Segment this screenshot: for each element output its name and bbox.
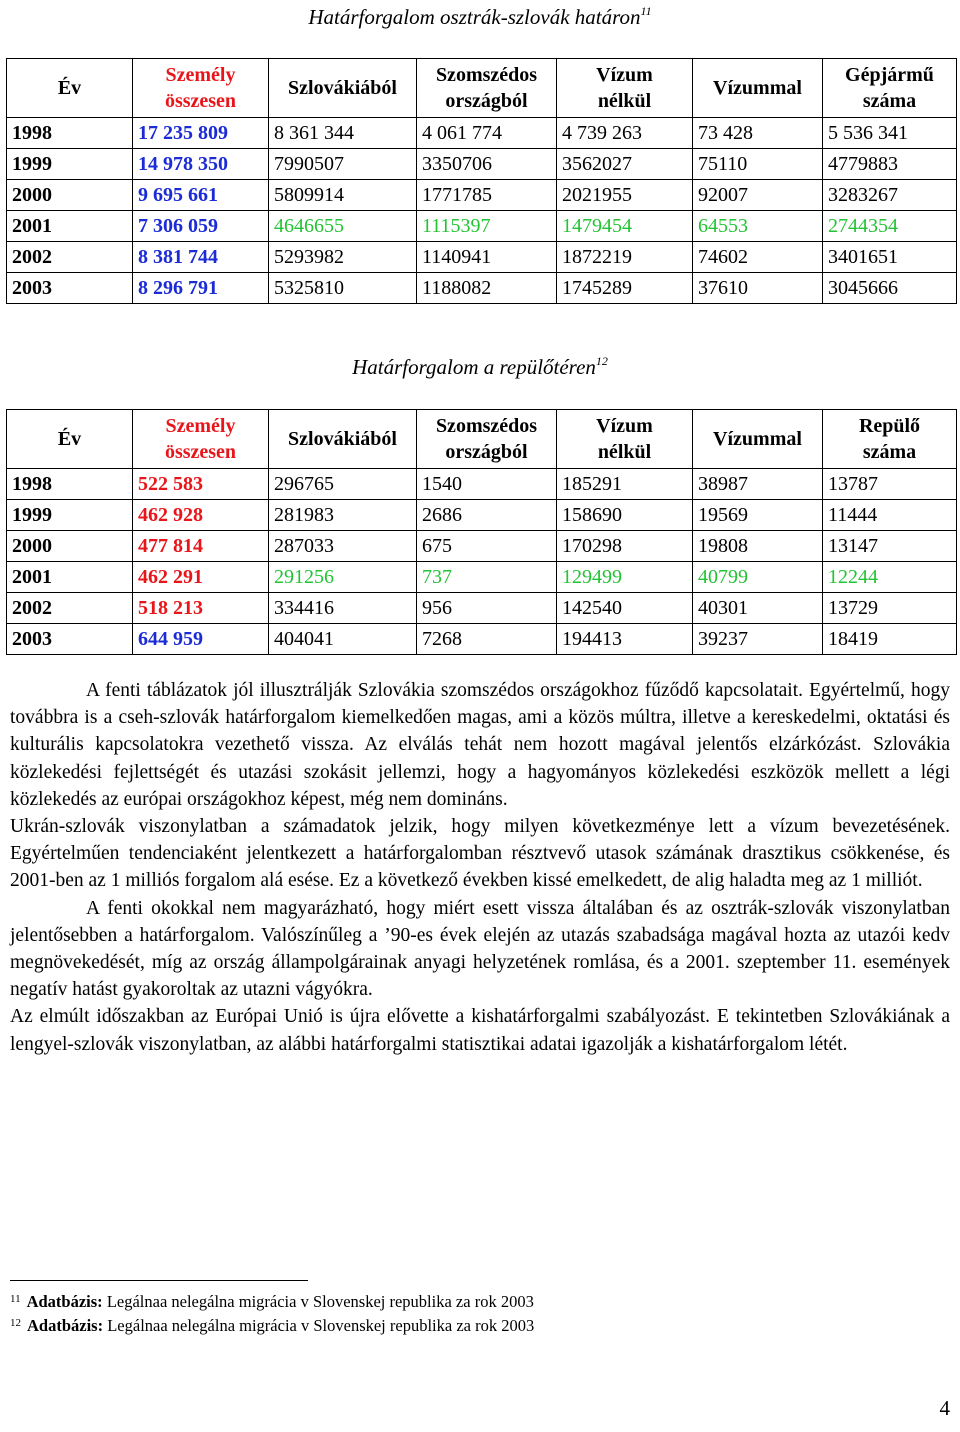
cell: 1479454: [557, 211, 693, 242]
cell-total: 644 959: [133, 624, 269, 655]
col-header-aircraft: Repülő száma: [823, 410, 957, 469]
cell: 12244: [823, 562, 957, 593]
cell: 1188082: [417, 273, 557, 304]
footnote: $^{12}$ Adatbázis: Legálnaa nelegálna migrácia v Slovenskej republika za rok 2003: [10, 1316, 535, 1335]
cell-year: 2002: [7, 593, 133, 624]
table-row: [7, 149, 957, 180]
cell: 13147: [823, 531, 957, 562]
col-header-visa-free: Vízum nélkül: [557, 59, 693, 118]
cell-total: 14 978 350: [133, 149, 269, 180]
cell: 281983: [269, 500, 417, 531]
cell: 287033: [269, 531, 417, 562]
table-row: [7, 562, 957, 593]
paragraph: A fenti táblázatok jól illusztrálják Szlovákia szomszédos országokhoz fűződő kapcsolatait. Egyértelmű, hogy továbbra is a cseh-szlovák határforgalom kiemelkedően magas, ami a közös múltra, illetve a kereskedelmi, oktatási és kulturális kapcsolatokra vezethető vissza. Az elválás tehát nem hozott magával jelentős elzárkózást. Szlovákia közlekedési fejlettségét és utazási szokásit jellemzi, hogy a hagyományos közlekedési eszközök mellett a légi közlekedés az európai országokhoz képest, még nem domináns.: [10, 680, 950, 810]
col-header-with-visa: Vízummal: [693, 410, 823, 469]
cell-year: 2001: [7, 562, 133, 593]
table-row: [7, 500, 957, 531]
body-text: [10, 677, 950, 1058]
page-number: 4: [939, 1396, 950, 1420]
table-header-row: [7, 410, 957, 469]
cell: 5293982: [269, 242, 417, 273]
cell: 4779883: [823, 149, 957, 180]
paragraph: Ukrán-szlovák viszonylatban a számadatok jelzik, hogy milyen következménye lett a vízum bevezetésének. Egyértelműen tendenciaként jelentkezett a határforgalomban résztvevő utasok számának drasztikus csökkenése, és 2001-ben az 1 milliós forgalom alá esése. Ez a következő években kissé emelkedett, de alig haladta meg az 1 milliót.: [10, 816, 950, 892]
cell: 2686: [417, 500, 557, 531]
cell: 3401651: [823, 242, 957, 273]
cell: 74602: [693, 242, 823, 273]
cell: 675: [417, 531, 557, 562]
cell: 3350706: [417, 149, 557, 180]
footnote-ref-12: 12: [595, 354, 608, 368]
cell: 92007: [693, 180, 823, 211]
cell-year: 2000: [7, 531, 133, 562]
cell: 291256: [269, 562, 417, 593]
table-row: [7, 211, 957, 242]
cell-total: 462 291: [133, 562, 269, 593]
border-traffic-table-at-sk: [6, 58, 957, 304]
cell: 170298: [557, 531, 693, 562]
cell: 194413: [557, 624, 693, 655]
col-header-from-slovakia: Szlovákiából: [269, 410, 417, 469]
cell: 296765: [269, 469, 417, 500]
cell: 11444: [823, 500, 957, 531]
cell: 2744354: [823, 211, 957, 242]
cell-year: 1999: [7, 500, 133, 531]
paragraph: Az elmúlt időszakban az Európai Unió is újra elővette a kishatárforgalmi szabályozást. E tekintetben Szlovákiának a lengyel-szlovák viszonylatban, az alábbi határforgalmi statisztikai adatai igazolják a kishatárforgalom létét.: [10, 1006, 950, 1055]
cell-year: 2003: [7, 624, 133, 655]
cell: 158690: [557, 500, 693, 531]
cell: 129499: [557, 562, 693, 593]
footnote-ref-11: 11: [640, 4, 652, 18]
cell: 73 428: [693, 118, 823, 149]
cell-total: 9 695 661: [133, 180, 269, 211]
cell: 1140941: [417, 242, 557, 273]
cell: 956: [417, 593, 557, 624]
cell: 40799: [693, 562, 823, 593]
col-header-with-visa: Vízummal: [693, 59, 823, 118]
cell: 334416: [269, 593, 417, 624]
cell: 5809914: [269, 180, 417, 211]
cell: 404041: [269, 624, 417, 655]
cell: 37610: [693, 273, 823, 304]
cell: 4 739 263: [557, 118, 693, 149]
table-row: [7, 624, 957, 655]
table2-title: Határforgalom a repülőtéren$^{12}$: [352, 354, 608, 379]
cell: 19569: [693, 500, 823, 531]
cell-year: 1998: [7, 469, 133, 500]
table-row: [7, 531, 957, 562]
cell: 19808: [693, 531, 823, 562]
cell: 5 536 341: [823, 118, 957, 149]
cell-total: 17 235 809: [133, 118, 269, 149]
cell: 1540: [417, 469, 557, 500]
cell-total: 8 381 744: [133, 242, 269, 273]
cell: 4646655: [269, 211, 417, 242]
cell: 13729: [823, 593, 957, 624]
border-traffic-table-airport: [6, 409, 957, 655]
cell: 40301: [693, 593, 823, 624]
table1-title: Határforgalom osztrák-szlovák határon$^{11}$: [308, 4, 652, 29]
cell-year: 2002: [7, 242, 133, 273]
cell: 737: [417, 562, 557, 593]
footnote: $^{11}$ Adatbázis: Legálnaa nelegálna migrácia v Slovenskej republika za rok 2003: [10, 1292, 534, 1311]
table-row: [7, 469, 957, 500]
cell-total: 7 306 059: [133, 211, 269, 242]
footnote-separator: [10, 1280, 308, 1281]
table-row: [7, 180, 957, 211]
cell: 3283267: [823, 180, 957, 211]
col-header-year: Év: [7, 410, 133, 469]
cell-year: 2000: [7, 180, 133, 211]
cell-total: 522 583: [133, 469, 269, 500]
footnotes: [10, 1290, 534, 1338]
col-header-total-persons: Személy összesen: [133, 59, 269, 118]
cell: 38987: [693, 469, 823, 500]
cell-year: 1999: [7, 149, 133, 180]
col-header-vehicles: Gépjármű száma: [823, 59, 957, 118]
paragraph: A fenti okokkal nem magyarázható, hogy miért esett vissza általában és az osztrák-szlovák viszonylatban jelentősebben a határforgalom. Valószínűleg a ’90-es évek elején az utazás szabadsága magával hozta az utazói kedv megnövekedését, míg az ország állampolgárainak anyagi helyzetének romlása, és a 2001. szeptember 11. események negatív hatást gyakoroltak az utazni vágyókra.: [10, 897, 950, 1001]
cell-total: 477 814: [133, 531, 269, 562]
cell: 1115397: [417, 211, 557, 242]
cell: 185291: [557, 469, 693, 500]
cell-total: 8 296 791: [133, 273, 269, 304]
cell: 8 361 344: [269, 118, 417, 149]
cell: 3045666: [823, 273, 957, 304]
table-row: [7, 242, 957, 273]
cell: 18419: [823, 624, 957, 655]
cell: 2021955: [557, 180, 693, 211]
cell: 1872219: [557, 242, 693, 273]
cell: 1771785: [417, 180, 557, 211]
col-header-neighbour-country: Szomszédos országból: [417, 59, 557, 118]
cell: 3562027: [557, 149, 693, 180]
cell: 5325810: [269, 273, 417, 304]
cell: 7268: [417, 624, 557, 655]
table-row: [7, 118, 957, 149]
col-header-total-persons: Személy összesen: [133, 410, 269, 469]
cell: 13787: [823, 469, 957, 500]
cell: 4 061 774: [417, 118, 557, 149]
cell-year: 2001: [7, 211, 133, 242]
cell-year: 1998: [7, 118, 133, 149]
col-header-year: Év: [7, 59, 133, 118]
cell-year: 2003: [7, 273, 133, 304]
col-header-from-slovakia: Szlovákiából: [269, 59, 417, 118]
cell: 64553: [693, 211, 823, 242]
col-header-visa-free: Vízum nélkül: [557, 410, 693, 469]
table-header-row: [7, 59, 957, 118]
cell: 1745289: [557, 273, 693, 304]
table-row: [7, 273, 957, 304]
cell: 39237: [693, 624, 823, 655]
cell: 142540: [557, 593, 693, 624]
table-row: [7, 593, 957, 624]
cell: 7990507: [269, 149, 417, 180]
cell: 75110: [693, 149, 823, 180]
cell-total: 518 213: [133, 593, 269, 624]
col-header-neighbour-country: Szomszédos országból: [417, 410, 557, 469]
cell-total: 462 928: [133, 500, 269, 531]
